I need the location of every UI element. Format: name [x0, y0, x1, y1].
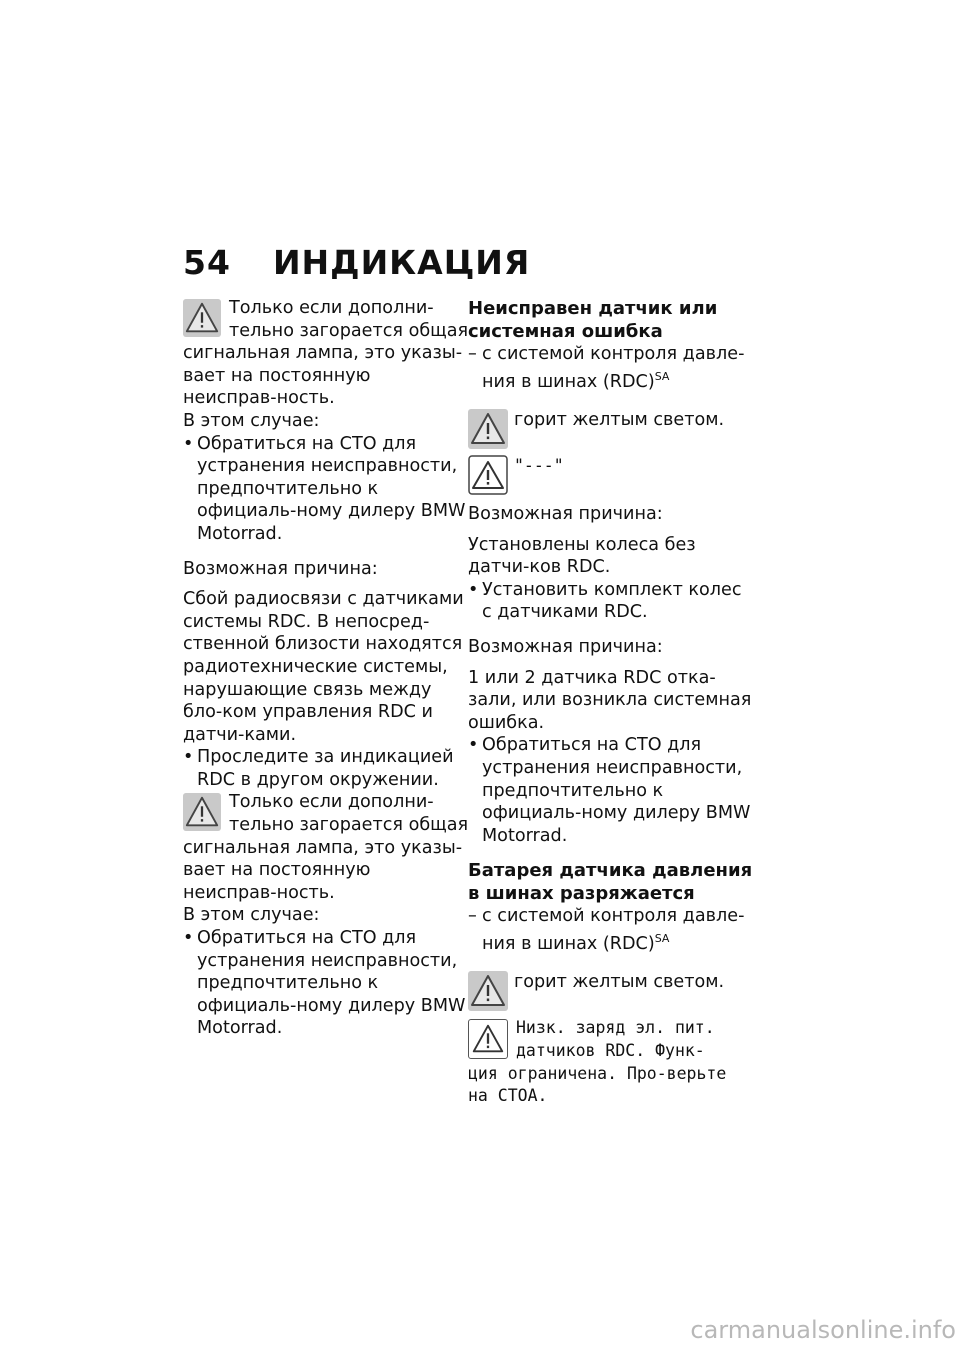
list-item: • Проследите за индикацией RDC в другом окружении. [183, 747, 454, 790]
warning-triangle-icon [468, 971, 508, 1011]
list-item: • Обратиться на СТО для устранения неисправности, предпочтительно к официаль-ному дилеру BMW Motorrad. [183, 433, 466, 544]
warning-block-1 [183, 297, 469, 410]
display2-line2: датчиков RDC. Функ- [516, 1041, 705, 1060]
warning-triangle-icon [468, 409, 508, 449]
in-case-label: В этом случае: [183, 410, 320, 431]
cause-text-2: 1 или 2 датчика RDC отка-зали, или возникла системная ошибка. [468, 667, 752, 733]
block1-line2: тельно загорается общая [229, 320, 469, 341]
warning-triangle-outline-icon [468, 1019, 508, 1059]
warning-triangle-icon [183, 299, 221, 337]
display-row [468, 455, 754, 495]
display-message-2 [468, 1017, 754, 1107]
cause-label: Возможная причина: [183, 558, 378, 579]
warning-block-2 [183, 791, 469, 904]
page-number: 54 [183, 243, 231, 282]
cause-text-1: Установлены колеса без датчи-ков RDC. [468, 534, 696, 578]
list-item: • Установить комплект колес с датчиками RDC. [468, 579, 742, 623]
equipment-note: – с системой контроля давле-ния в шинах (RDC)$^{SA}$ [468, 344, 745, 392]
indicator-row-2 [468, 971, 754, 1011]
in-case-label-2: В этом случае: [183, 905, 320, 926]
block2-rest: сигнальная лампа, это указы-вает на постоянную неисправ-ность. [183, 837, 463, 903]
block1-line1: Только если дополни- [229, 298, 434, 318]
cause-text: Сбой радиосвязи с датчиками системы RDC. В непосред-ственной близости находятся радиотехнические системы, нарушающие связь между бло-ком управления RDC и датчи-ками. [183, 589, 464, 745]
display-message-1: "---" [514, 456, 564, 476]
indicator-row [468, 409, 754, 449]
section-title-sensor-fault: Неисправен датчик или системная ошибка [468, 298, 718, 342]
page-title: ИНДИКАЦИЯ [272, 243, 531, 282]
warning-triangle-outline-icon [468, 455, 508, 495]
section-title-battery-low: Батарея датчика давления в шинах разряжается [468, 860, 753, 905]
lit-yellow-text: горит желтым светом. [514, 410, 725, 431]
display2-line1: Низк. заряд эл. пит. [516, 1018, 715, 1038]
cause-label-1: Возможная причина: [468, 504, 663, 525]
watermark: carmanualsonline.info [690, 1316, 956, 1344]
block1-rest: сигнальная лампа, это указы-вает на постоянную неисправ-ность. [183, 343, 463, 409]
lit-yellow-text-2: горит желтым светом. [514, 972, 725, 993]
left-column [183, 297, 469, 1040]
warning-triangle-icon [183, 793, 221, 831]
right-column [468, 297, 754, 1108]
block2-line1: Только если дополни- [229, 792, 434, 813]
list-item: • Обратиться на СТО для устранения неисправности, предпочтительно к официаль-ному дилеру BMW Motorrad. [183, 928, 466, 1039]
list-item: • Обратиться на СТО для устранения неисправности, предпочтительно к официаль-ному дилеру BMW Motorrad. [468, 735, 751, 846]
block2-line2: тельно загорается общая [229, 815, 469, 836]
equipment-note-2: – с системой контроля давле-ния в шинах (RDC)$^{SA}$ [468, 906, 745, 954]
display2-rest: ция ограничена. Про-верьте на СТОА. [468, 1063, 727, 1106]
cause-label-2: Возможная причина: [468, 637, 663, 658]
page-header [183, 243, 530, 282]
